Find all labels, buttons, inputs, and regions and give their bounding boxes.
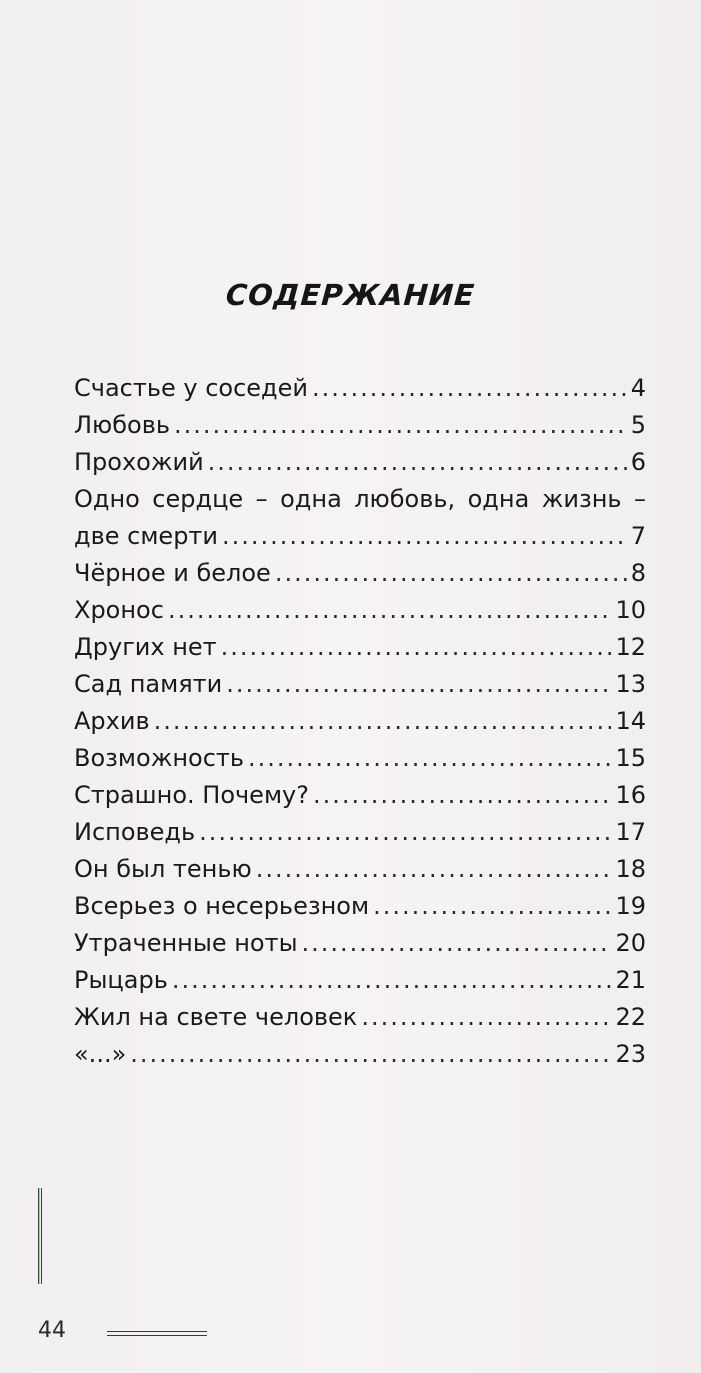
toc-entry <box>74 1036 646 1073</box>
toc-entry-title: Архив <box>74 707 150 735</box>
toc-entry <box>74 814 646 851</box>
dot-leader <box>208 444 627 481</box>
toc-entry-title: Других нет <box>74 633 217 661</box>
toc-entry-page: 19 <box>615 892 646 920</box>
toc-entry-title: Сад памяти <box>74 670 223 698</box>
toc-entry-title: Рыцарь <box>74 966 168 994</box>
toc-entry <box>74 518 646 555</box>
table-of-contents <box>74 370 646 1073</box>
toc-entry-title: Он был тенью <box>74 855 252 883</box>
dot-leader <box>302 925 612 962</box>
toc-entry <box>74 851 646 888</box>
toc-entry-title: Счастье у соседей <box>74 374 308 402</box>
toc-entry <box>74 703 646 740</box>
toc-entry-page: 20 <box>615 929 646 957</box>
toc-entry <box>74 629 646 666</box>
toc-entry-title: Чёрное и белое <box>74 559 271 587</box>
toc-entry <box>74 592 646 629</box>
toc-entry-page: 14 <box>615 707 646 735</box>
page-number: 44 <box>38 1318 66 1343</box>
dot-leader <box>313 777 611 814</box>
toc-entry-page: 4 <box>630 374 646 402</box>
toc-entry-page: 10 <box>615 596 646 624</box>
toc-entry-title: Хронос <box>74 596 164 624</box>
toc-entry-title: Страшно. Почему? <box>74 781 309 809</box>
toc-entry <box>74 370 646 407</box>
dot-leader <box>222 518 627 555</box>
toc-entry <box>74 777 646 814</box>
toc-entry-page: 18 <box>615 855 646 883</box>
toc-entry-page: 6 <box>630 448 646 476</box>
toc-entry-title: Жил на свете человек <box>74 1003 358 1031</box>
dot-leader <box>221 629 612 666</box>
dot-leader <box>312 370 627 407</box>
dot-leader <box>248 740 611 777</box>
toc-entry-page: 16 <box>615 781 646 809</box>
toc-entry <box>74 888 646 925</box>
toc-entry <box>74 925 646 962</box>
toc-entry-page: 21 <box>615 966 646 994</box>
dot-leader <box>154 703 612 740</box>
toc-entry-title: Любовь <box>74 411 171 439</box>
toc-entry-title: «...» <box>74 1040 127 1068</box>
dot-leader <box>256 851 612 888</box>
dot-leader <box>361 999 611 1036</box>
toc-entry-title: Прохожий <box>74 448 204 476</box>
toc-entry <box>74 740 646 777</box>
margin-rule-accent <box>38 1188 40 1284</box>
toc-entry <box>74 407 646 444</box>
dot-leader <box>168 592 612 629</box>
dot-leader <box>275 555 627 592</box>
toc-entry-title: Исповедь <box>74 818 196 846</box>
toc-entry-page: 8 <box>630 559 646 587</box>
toc-entry-page: 17 <box>615 818 646 846</box>
toc-entry <box>74 999 646 1036</box>
toc-entry-title: Возможность <box>74 744 245 772</box>
toc-entry-title: две смерти <box>74 522 219 550</box>
toc-entry-page: 15 <box>615 744 646 772</box>
toc-entry <box>74 444 646 481</box>
toc-entry <box>74 555 646 592</box>
dot-leader <box>172 962 612 999</box>
toc-entry <box>74 666 646 703</box>
dot-leader <box>174 407 627 444</box>
dot-leader <box>199 814 611 851</box>
page-title: СОДЕРЖАНИЕ <box>224 278 477 312</box>
dot-leader <box>226 666 611 703</box>
toc-entry-page: 7 <box>630 522 646 550</box>
toc-entry-page: 13 <box>615 670 646 698</box>
toc-entry-title-line1: Одно сердце – одна любовь, одна жизнь – <box>74 485 646 513</box>
toc-entry-page: 5 <box>630 411 646 439</box>
toc-entry <box>74 962 646 999</box>
toc-entry-page: 12 <box>615 633 646 661</box>
toc-entry-page: 23 <box>615 1040 646 1068</box>
footer-decorative-rule <box>107 1331 207 1336</box>
dot-leader <box>373 888 611 925</box>
toc-entry-title: Утраченные ноты <box>74 929 298 957</box>
toc-entry-page: 22 <box>615 1003 646 1031</box>
dot-leader <box>130 1036 611 1073</box>
toc-entry-title: Всерьез о несерьезном <box>74 892 370 920</box>
